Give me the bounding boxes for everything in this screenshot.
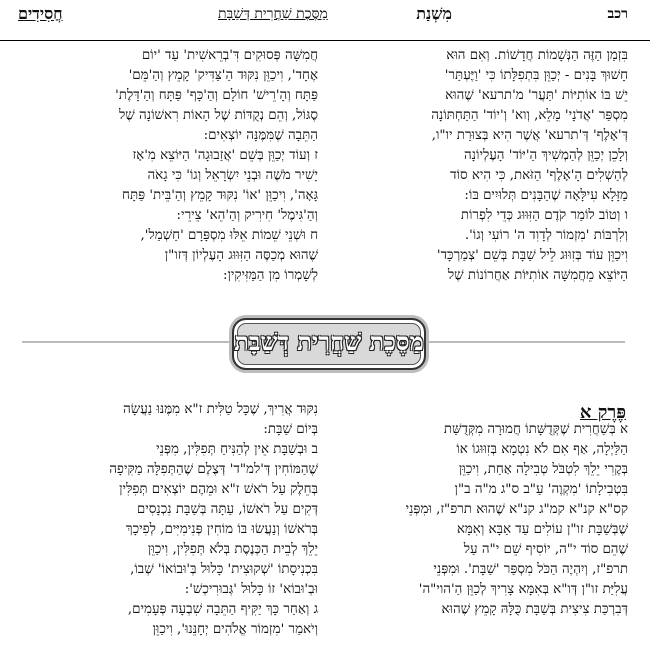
text-line: בְּרֹאשׁוֹ וְנַעֲשׂוּ בּוֹ מוֹחִין פְּנִימִיִּים, לְפִיכָךְ — [126, 522, 318, 537]
text-line: וְלִרְבּוֹת 'מִזְמוֹר לְדָוִד ה' רוֹעִי וְגוֹ'. — [464, 228, 628, 243]
text-line: סֶגּוֹל, וְהֵם נְקֻדּוֹת שֶׁל הָאוֹת רִאשׁוֹנָה שֶׁל — [119, 108, 318, 123]
text-line: הַיּוֹצֵא מֵחֲמִשָּׁה אוֹתִיּוֹת אַחֲרוֹנוֹת שֶׁל — [447, 268, 628, 283]
text-column-bottom-left — [18, 400, 318, 640]
text-line: וּבְ'וּבוֹא' זוֹ כָּלוּל 'גְּבוּרִיכְשׁ': — [184, 582, 318, 597]
text-line: יֵלֵךְ לְבֵית הַכְּנֶסֶת בְּלֹא תְּפִלִּין, וִיכַוֵּן — [147, 542, 318, 557]
text-line: ג וְאַחַר כָּךְ יַקִּיף הַתֵּבָה שִׁבְעָה פְּעָמִים, — [127, 602, 318, 617]
text-line — [333, 400, 628, 420]
running-header — [0, 0, 650, 41]
text-line: שֶׁהַמּוֹחִין דְּ'למ"ד' דְּצֶלֶם שֶׁהַתְּפִלָּה מַקִּיפָה — [109, 462, 318, 477]
text-line: קס"א קנ"א קמ"ג קנ"א שֶׁהוּא תרפ"ז, וּמִפְּנֵי — [405, 502, 628, 517]
text-line: יֵשׁ בּוֹ אוֹתִיּוֹת 'תַּעֲר' מ'תרעא' שֶׁהוּא — [445, 88, 628, 103]
text-line: בְּחֵלֶק עַל רֹאשׁ ז"א וּמֵהֶם יוֹצְאִים תְּפִלִּין — [119, 482, 318, 497]
text-column-bottom-right — [333, 400, 628, 620]
text-column-top-left — [18, 46, 318, 286]
text-line: יָשִׁיר מֹשֶׁה וּבְנֵי יִשְׂרָאֵל וְגוֹ' כִּי גָאֹה — [147, 168, 318, 183]
text-line: ב וּבְשַׁבָּת אֵין לְהַנִּיחַ תְּפִלִּין, מִפְּנֵי — [156, 442, 318, 457]
tractate-title-banner — [232, 318, 426, 370]
running-title-chasidim: חֲסִידִים — [18, 4, 63, 23]
text-line: הַלַּיְלָה, אַף אִם לֹא נִטְמָא בְּזִוּוּגוֹ אוֹ — [456, 442, 628, 457]
text-line: פַּתָּח וְהָ'רֵישׁ' חוֹלָם וְהַ'כָּף' פַּתָּח וְהַ'דָּלֶת' — [115, 88, 318, 103]
text-line: מַזָּלָא עִילָּאָה שֶׁהַבָּנִים תְּלוּיִים בּוֹ: — [464, 188, 628, 203]
text-line: בְּקֶרִי יֵלֵךְ לִטְבֹּל טְבִילָה אַחַת, וִיכַוֵּן — [458, 462, 628, 477]
text-line: בִּזְמַן הַזֶּה הַנְּשָׁמוֹת חֲדָשׁוֹת. וְאִם הוּא — [446, 48, 628, 63]
running-title-mishnat: מִשְׁנַת — [416, 4, 452, 23]
text-line: דְּבִרְכַּת צִיצִית בְּשַׁבָּת כֻּלָּהּ קָמֵץ שֶׁהוּא — [441, 602, 628, 617]
text-line: עֲלִיַּת זו"ן דְּו"א בְּאִמָּא צָרִיךְ לְכַוֵּן הַ'הוי"ה' — [418, 582, 628, 597]
text-line: וְיֹאמַר 'מִזְמוֹר אֱלֹהִים יְחָנֵּנוּ', וִיכַוֵּן — [152, 622, 318, 637]
banner-rule-right — [425, 341, 625, 343]
text-line: חֲמִשָּׁה פְּסוּקִים דִּ'בְרֵאשִׁית' עַד 'יוֹם — [141, 48, 318, 63]
text-line: לְהַשְׁלִים הָ'אָלֶף' הַזֹּאת, כִּי הִיא סוֹד — [450, 168, 628, 183]
text-line: לְשָׁמְרוֹ מִן הַמַּזִּיקִין: — [222, 268, 318, 283]
banner-rule-left — [22, 341, 229, 343]
text-line: דְּקִים עַל רֹאשׁוֹ, עַתָּה בְּשַׁבָּת נִכְנָסִים — [136, 502, 318, 517]
text-line: שֶׁבְּשַׁבָּת זו"ן עוֹלִים עַד אַבָּא וְאִמָּא — [456, 522, 628, 537]
text-line: אֶחָד', וִיכַוֵּן נִקּוּד הַ'צַּדִּיק' קָמֵץ וְהַ'מֵּם' — [128, 68, 318, 83]
text-line: וִיכַוֵּן עוֹד בְּזִוּוּג לֵיל שַׁבָּת בְּשֵׁם 'צְמַרְכָּד' — [436, 248, 628, 263]
page-number: רכב — [607, 6, 628, 22]
chapter-heading: פֶּרֶק א — [579, 402, 626, 423]
text-line: בְּיוֹם שַׁבָּת: — [263, 422, 318, 437]
text-column-top-right — [333, 46, 628, 286]
text-line: מִסְפַּר 'אֲדֹנָי' מָלֵא, וְוא' וְ'יוֹד' הַתַּחְתּוֹנָה — [431, 108, 628, 123]
tractate-title: מַסֶּכֶת שַׁחֲרִית דְּשַׁבָּת — [234, 327, 424, 356]
text-line: ח וּשְׁנֵי שֵׁמוֹת אֵלּוּ מִסְפָּרָם 'חַשְׁמַל', — [140, 228, 318, 243]
running-title-masechet: מַסֶּכֶת שַׁחֲרִית דְּשַׁבָּת — [218, 6, 328, 22]
text-line: שֶׁהֵם סוֹד י"ה, יוֹסִיף שֵׁם י"ה עַל — [463, 542, 628, 557]
text-line: בִּטְבִילָתוֹ 'מִקְוֶה' עַ"ב ס"ג מ"ה ב"ן — [454, 482, 628, 497]
text-line: וְהַ'גִּימֶל' חִירִיק וְהַ'הֵא' צֵירֵי: — [176, 208, 318, 223]
text-line: בִּכְנִיסָתוֹ 'שְׁקוּצִית' כָּלוּל בְּ'וּבוֹאוֹ' שְׁבוֹ, — [130, 562, 318, 577]
text-line: תרפ"ז, וְיִהְיֶה הַכֹּל מִסְפַּר 'שַׁבָּת'. וּמִפְּנֵי — [433, 562, 628, 577]
text-line: נִקּוּד אֲרִיךְ, שֶׁכָּל טַלִּית ז"א מִמֶּנּוּ נַעֲשָׂה — [123, 402, 318, 417]
text-line: שֶׁהוּא מְכַסֶּה הַזִּוּוּג הָעֶלְיוֹן דְּזו"ן — [164, 248, 318, 263]
text-line: דְּ'אָלֶף' דְּ'תרעא' אֲשֶׁר הִיא בְּצוּרַת יו"ו, — [431, 128, 628, 143]
text-line: ז וְעוֹד יְכַוֵּן בְּשֵׁם 'אֲזַבוּגָה' הַיּוֹצֵא מִ'אָז — [132, 148, 318, 163]
text-line: ו וְטוֹב לוֹמַר קֹדֶם הַזִּוּוּג כְּדֵי לִפְרוֹת — [460, 208, 628, 223]
text-line: גָּאָה', וִיכַוֵּן 'אוֹ' נִקּוּד קָמֵץ וְהַ'בֵּית' פַּתָּח — [122, 188, 318, 203]
text-line: הַתֵּבָה שֶׁמִּמֶּנָּה יוֹצְאִים: — [203, 128, 318, 143]
text-line: וְלָכֵן יְכַוֵּן לְהַמְשִׁיךְ הַ'יּוֹד' הָעֶלְיוֹנָה — [463, 148, 628, 163]
text-line: א בְּשַׁחֲרִית שֶׁקְּדֻשָּׁתוֹ חֲמוּרָה מִקְּדֻשַּׁת — [443, 422, 628, 437]
text-line: חָשׁוּךְ בָּנִים - יְכַוֵּן בִּתְפִלָּתוֹ כִּי 'וַיֶּעְתַּר' — [444, 68, 628, 83]
